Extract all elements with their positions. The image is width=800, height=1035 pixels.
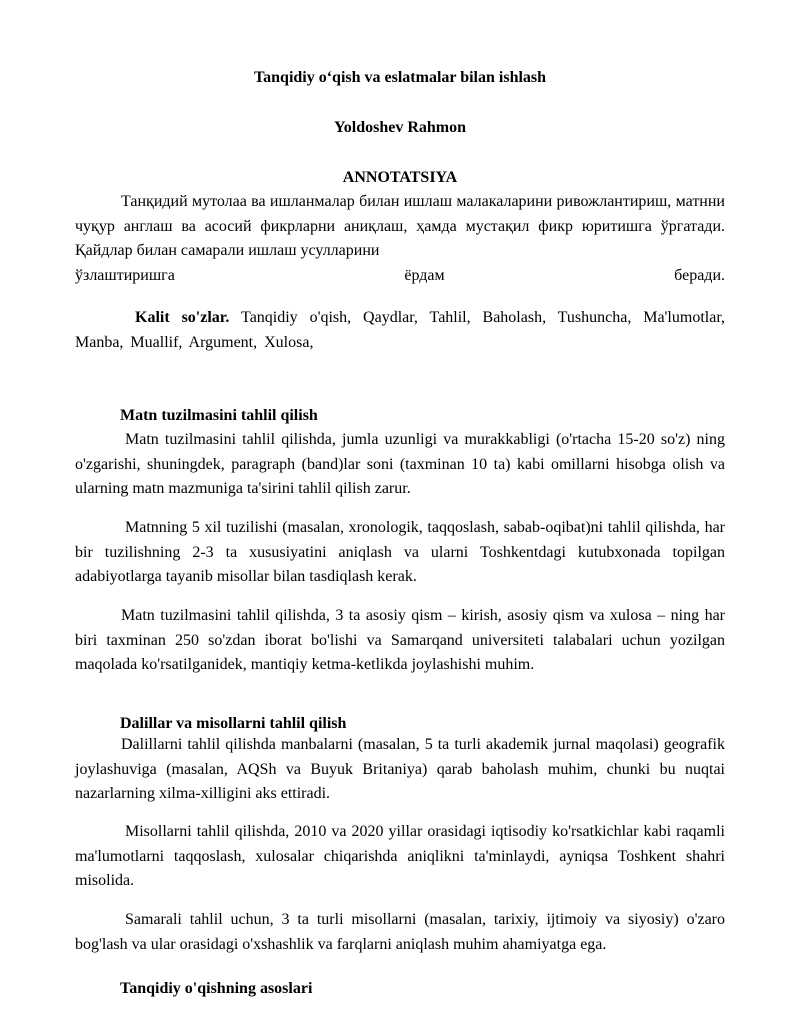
annotation-heading: ANNOTATSIYA — [342, 169, 458, 186]
annotation-text — [75, 190, 725, 288]
section-paragraph — [75, 820, 725, 894]
paragraph-text: Dalillarni tahlil qilishda manbalarni (masalan, 5 ta turli akademik jurnal maqolasi) geografik joylashuviga (masalan, AQSh va Buyuk Britaniya) qarab baholash muhim, chunki bu nuqtai nazarlarning xilma-xilligini aks ettiradi. — [75, 736, 725, 802]
paragraph-text: Matn tuzilmasini tahlil qilishda, 3 ta asosiy qism – kirish, asosiy qism va xulosa – ning har biri taxminan 250 so'zdan iborat bo'lishi va Samarqand universiteti talabalari uchun yozilgan maqolada ko'rsatilganidek, mantiqiy ketma-ketlikda joylashishi muhim. — [75, 607, 725, 673]
section-heading: Matn tuzilmasini tahlil qilish — [120, 407, 318, 424]
annotation-paragraph-end: ўзлаштиришга ёрдам беради. — [75, 266, 725, 284]
document-title: Tanqidiy oʻqish va eslatmalar bilan ishlash — [253, 69, 547, 86]
section-heading: Dalillar va misollarni tahlil qilish — [120, 715, 347, 732]
section-paragraph — [75, 428, 725, 502]
paragraph-text: Matn tuzilmasini tahlil qilishda, jumla uzunligi va murakkabligi (o'rtacha 15-20 so'z) ning o'zgarishi, shuningdek, paragraph (band)lar soni (taxminan 10 ta) kabi omillarni hisobga olish va ularning matn mazmuniga ta'sirini tahlil qilish zarur. — [75, 431, 725, 497]
section-heading: Tanqidiy o'qishning asoslari — [120, 980, 313, 997]
keywords-label: Kalit so'zlar. — [135, 309, 230, 326]
section-paragraph — [75, 516, 725, 590]
keywords-list: Tanqidiy o'qish, Qaydlar, Tahlil, Baholash, Tushuncha, Ma'lumotlar, Manba, Muallif, Argument, Xulosa, — [75, 309, 725, 351]
keywords-block — [75, 306, 725, 355]
annotation-paragraph: Танқидий мутолаа ва ишланмалар билан ишлаш малакаларини ривожлантириш, матнни чуқур англаш ва асосий фикрларни аниқлаш, ҳамда мустақил фикр юритишга ўргатади. Қайдлар билан самарали ишлаш усулларини — [75, 193, 725, 259]
paragraph-text: Samarali tahlil uchun, 3 ta turli misollarni (masalan, tarixiy, ijtimoiy va siyosiy) o'zaro bog'lash va ular orasidagi o'xshashlik va farqlarni aniqlash muhim ahamiyatga ega. — [75, 911, 725, 953]
section-paragraph — [75, 604, 725, 678]
document-author: Yoldoshev Rahmon — [333, 119, 467, 136]
section-paragraph — [75, 908, 725, 957]
paragraph-text: Matnning 5 xil tuzilishi (masalan, xronologik, taqqoslash, sabab-oqibat)ni tahlil qilishda, har bir tuzilishning 2-3 ta xususiyatini aniqlash va ularni Toshkentdagi kutubxonada topilgan adabiyotlarga tayanib misollar bilan tasdiqlash kerak. — [75, 519, 725, 585]
paragraph-text: Misollarni tahlil qilishda, 2010 va 2020 yillar orasidagi iqtisodiy ko'rsatkichlar kabi raqamli ma'lumotlarni taqqoslash, xulosalar chiqarishda aniqlikni ta'minlaydi, ayniqsa Toshkent shahri misolida. — [75, 823, 725, 889]
section-paragraph — [75, 733, 725, 807]
